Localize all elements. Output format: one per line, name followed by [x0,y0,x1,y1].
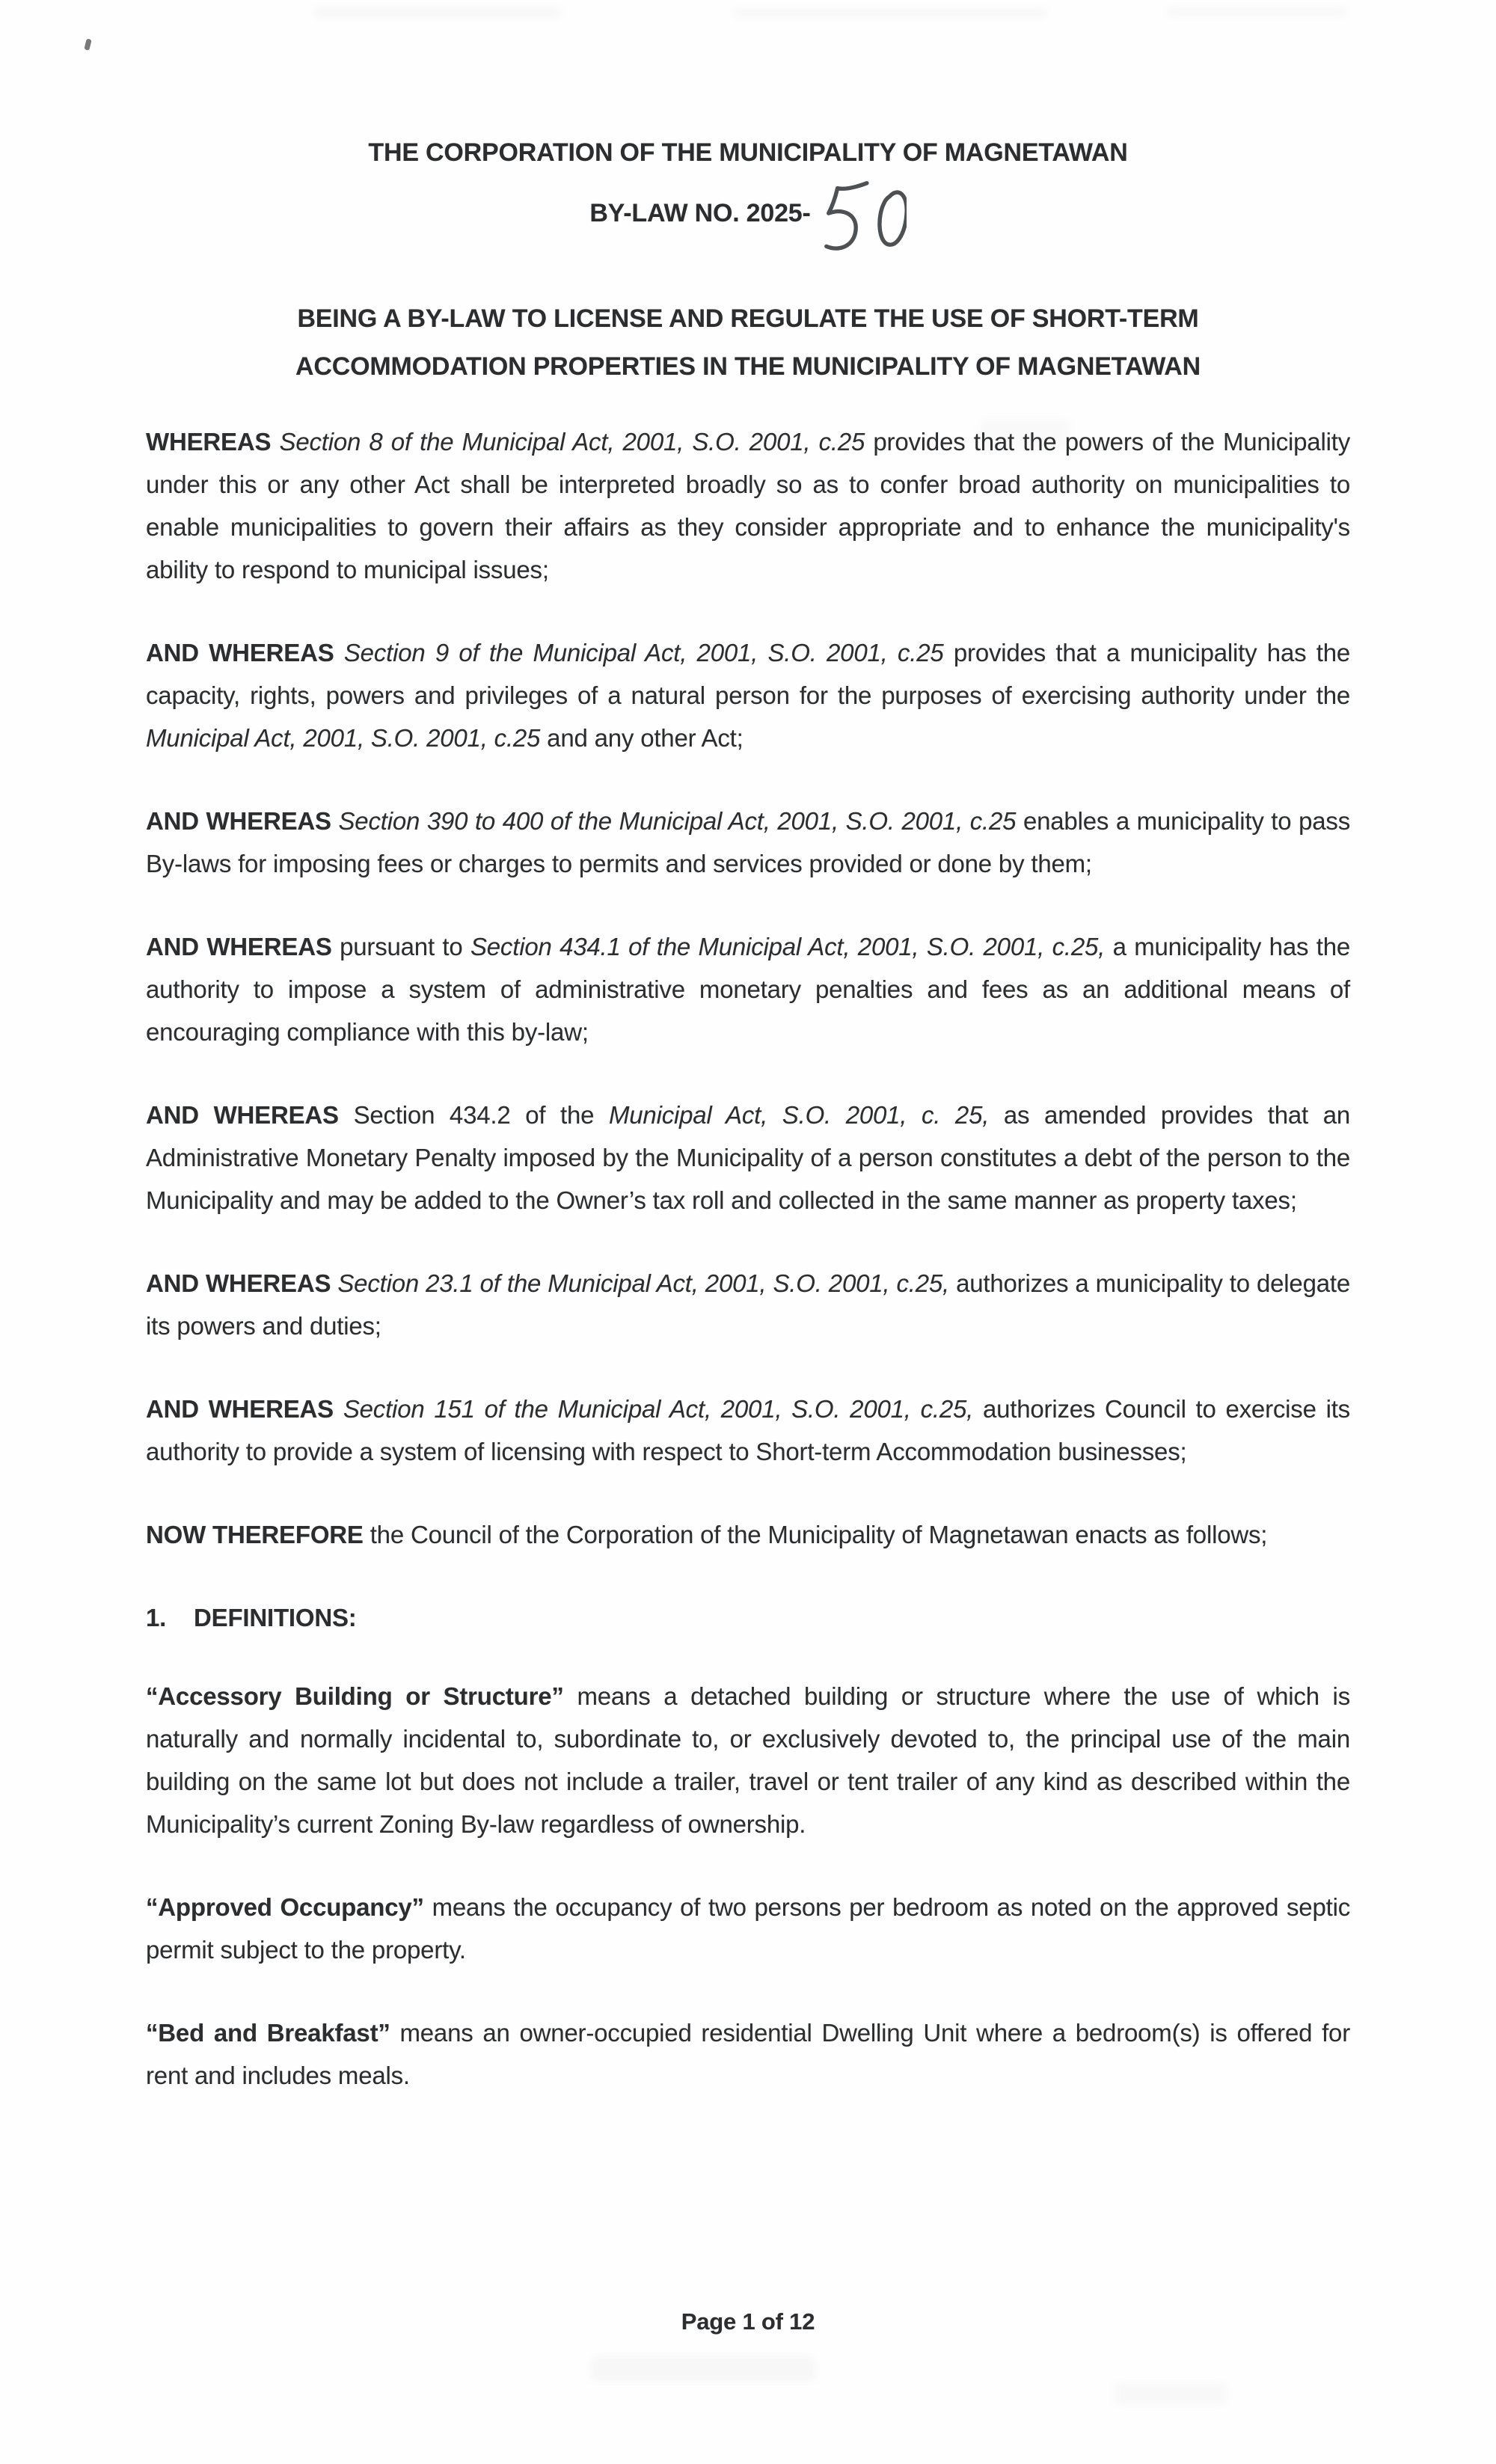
definition-term: “Accessory Building or Structure” [146,1682,564,1710]
text-run: and any other Act; [540,724,744,752]
text-run: provides that a municipality has the capacity, rights, powers and privileges of a natural person for the purposes of exercising authority under the [146,639,1351,709]
text-run: Section 9 of the Municipal Act, 2001, S.O. 2001, c.25 [343,639,944,666]
preamble-paragraph [146,1388,1350,1473]
text-run: pursuant to [340,933,470,960]
text-run: Section 151 of the Municipal Act, 2001, S.O. 2001, c.25, [343,1395,974,1423]
scan-speck [84,38,91,50]
text-run: Section 8 of the Municipal Act, 2001, S.O. 2001, c.25 [279,428,865,456]
definition-text: means a detached building or structure where the use of which is naturally and normally incidental to, subordinate to, or exclusively devoted to, the principal use of the main building on the same lot but does not include a trailer, travel or tent trailer of any kind as described within the Municipality’s current Zoning By-law regardless of ownership. [146,1682,1350,1838]
preamble-paragraph [146,1262,1350,1347]
definition-paragraph [146,1886,1350,1971]
text-run: authorizes a municipality to delegate its powers and duties; [146,1269,1350,1340]
text-run: a municipality has the authority to impose a system of administrative monetary penalties and fees as an additional means of encouraging compliance with this by-law; [146,933,1351,1046]
handwritten-digit-0 [880,192,907,245]
preamble-paragraph [146,925,1350,1053]
page-footer: Page 1 of 12 [681,2308,815,2335]
bylaw-subject-title: BEING A BY-LAW TO LICENSE AND REGULATE THE USE OF SHORT-TERM ACCOMMODATION PROPERTIES IN THE MUNICIPALITY OF MAGNETAWAN [295,304,1201,381]
text-run: authorizes Council to exercise its authority to provide a system of licensing with respect to Short-term Accommodation businesses; [146,1395,1350,1465]
text-run: Municipal Act, 2001, S.O. 2001, c.25 [146,724,541,752]
text-run: NOW THEREFORE [146,1521,370,1548]
text-run: AND WHEREAS [146,1269,338,1297]
definition-term: “Approved Occupancy” [146,1893,424,1921]
handwritten-digit-5 [826,183,866,248]
preamble-paragraph [146,800,1350,885]
text-run: Section 434.1 of the Municipal Act, 2001, S.O. 2001, c.25, [470,933,1106,960]
text-run: AND WHEREAS [146,807,339,835]
preamble-paragraph [146,631,1350,759]
text-run: as amended provides that an Administrative Monetary Penalty imposed by the Municipality of a person constitutes a debt of the person to the Municipality and may be added to the Owner’s tax roll and collected in the same manner as property taxes; [146,1101,1351,1214]
scan-smudge [1115,2382,1227,2405]
preamble [146,420,1350,1556]
text-run: AND WHEREAS [146,1395,343,1423]
definition-text: means an owner-occupied residential Dwelling Unit where a bedroom(s) is offered for rent and includes meals. [146,2019,1350,2089]
definition-text: means the occupancy of two persons per bedroom as noted on the approved septic permit subject to the property. [146,1893,1350,1964]
definitions-section-number: 1. [146,1604,167,1631]
definitions-heading [146,1596,1350,1639]
text-run: the Council of the Corporation of the Municipality of Magnetawan enacts as follows; [370,1521,1268,1548]
handwritten-bylaw-number [818,177,907,260]
definition-paragraph [146,1675,1350,1845]
text-run: Section 23.1 of the Municipal Act, 2001, S.O. 2001, c.25, [337,1269,949,1297]
text-run: enables a municipality to pass By-laws for imposing fees or charges to permits and services provided or done by them; [146,807,1350,877]
text-run: AND WHEREAS [146,933,340,960]
scan-smudge [591,2356,815,2382]
text-run: WHEREAS [146,428,280,456]
text-run: Municipal Act, S.O. 2001, c. 25, [608,1101,990,1129]
text-run: AND WHEREAS [146,1101,354,1129]
definition-term: “Bed and Breakfast” [146,2019,390,2047]
scan-smudge [733,9,1047,18]
bylaw-number-prefix: BY-LAW NO. 2025- [589,199,811,227]
bylaw-number-line [146,177,1350,260]
scan-smudge [314,7,561,18]
definitions-list [146,1675,1350,2097]
text-run: provides that the powers of the Municipality under this or any other Act shall be interpreted broadly so as to confer broad authority on municipalities to enable municipalities to govern their affairs as they consider appropriate and to enhance the municipality's ability to respond to municipal issues; [146,428,1350,583]
scan-smudge [1167,7,1346,16]
corporation-title: THE CORPORATION OF THE MUNICIPALITY OF MAGNETAWAN [368,138,1128,167]
preamble-paragraph [146,420,1350,591]
preamble-paragraph [146,1094,1350,1222]
text-run: Section 434.2 of the [353,1101,609,1129]
definitions-heading-label: DEFINITIONS: [194,1604,357,1631]
definition-paragraph [146,2011,1350,2097]
text-run: AND WHEREAS [146,639,344,666]
preamble-paragraph [146,1513,1350,1556]
document-body [146,129,1350,2137]
text-run: Section 390 to 400 of the Municipal Act, 2001, S.O. 2001, c.25 [338,807,1017,835]
